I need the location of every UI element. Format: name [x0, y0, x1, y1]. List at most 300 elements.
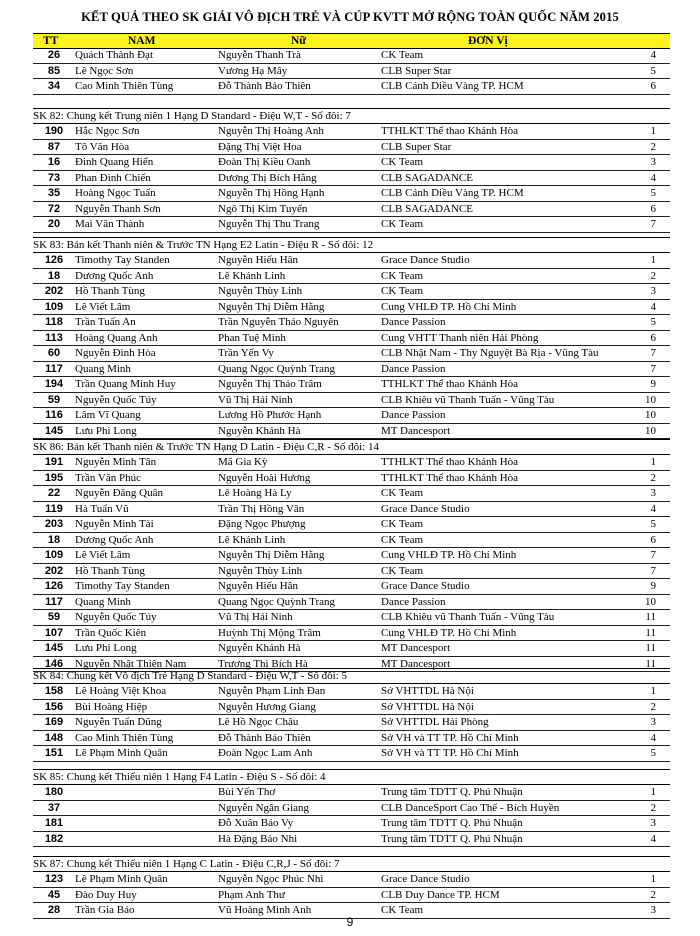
couple-number: 195 — [44, 471, 64, 484]
female-name: Nguyễn Thị Hồng Hạnh — [218, 187, 325, 199]
rank: 7 — [650, 564, 656, 577]
rank: 10 — [645, 424, 656, 437]
table-row — [33, 564, 670, 580]
club-name: Trung tâm TDTT Q. Phú Nhuận — [381, 786, 523, 798]
couple-number: 59 — [47, 611, 61, 623]
couple-number: 190 — [44, 125, 64, 137]
male-name: Đào Duy Huy — [75, 888, 137, 901]
couple-number: 16 — [47, 156, 61, 168]
male-name: Lâm Vĩ Quang — [75, 409, 141, 421]
table-row — [33, 785, 670, 801]
female-name: Nguyễn Thị Diễm Hằng — [218, 300, 325, 313]
table-row — [33, 64, 670, 80]
female-name: Bùi Yến Thơ — [218, 786, 276, 798]
results-section — [33, 439, 670, 672]
couple-number: 194 — [44, 378, 64, 390]
couple-number: 85 — [47, 64, 61, 77]
couple-number: 180 — [44, 786, 64, 798]
female-name: Huỳnh Thị Mộng Trâm — [218, 626, 321, 639]
club-name: CK Team — [381, 518, 424, 530]
female-name: Nguyễn Khánh Hà — [218, 642, 301, 654]
club-name: Sở VHTTDL Hà Nội — [381, 700, 474, 713]
couple-number: 116 — [45, 409, 63, 421]
table-row — [33, 300, 670, 316]
table-row — [33, 471, 670, 487]
table-row — [33, 517, 670, 533]
couple-number: 118 — [45, 316, 63, 328]
club-name: CLB Cánh Diều Vàng TP. HCM — [381, 187, 524, 199]
rank: 4 — [650, 300, 656, 313]
table-row — [33, 346, 670, 362]
rank: 2 — [650, 801, 656, 814]
club-name: CK Team — [381, 533, 424, 546]
couple-number: 26 — [47, 49, 61, 61]
club-name: TTHLKT Thể thao Khánh Hòa — [381, 456, 519, 468]
female-name: Vũ Thị Hải Ninh — [218, 393, 293, 406]
male-name: Trần Quang Minh Huy — [75, 378, 176, 390]
male-name: Nguyễn Tuấn Dũng — [75, 716, 162, 728]
male-name: Trần Gia Bảo — [75, 904, 135, 916]
club-name: CK Team — [381, 904, 424, 916]
couple-number: 109 — [44, 300, 64, 313]
table-row — [33, 832, 670, 848]
section-title: SK 86: Bán kết Thanh niên & Trước TN Hạng D Latin - Điệu C,R - Số đôi: 14 — [33, 439, 670, 455]
female-name: Trần Yến Vy — [218, 347, 274, 359]
table-row — [33, 533, 670, 549]
rank: 3 — [650, 716, 656, 728]
couple-number: 169 — [44, 716, 64, 728]
club-name: Grace Dance Studio — [381, 873, 470, 885]
female-name: Nguyễn Thị Thu Trang — [218, 218, 320, 230]
club-name: CLB SAGADANCE — [381, 171, 473, 184]
table-row — [33, 155, 670, 171]
couple-number: 191 — [44, 456, 64, 468]
male-name: Lê Viết Lâm — [75, 300, 131, 313]
results-section — [33, 856, 670, 919]
female-name: Nguyễn Khánh Hà — [218, 424, 301, 437]
couple-number: 202 — [44, 285, 64, 297]
table-row — [33, 486, 670, 502]
female-name: Vũ Thị Hải Ninh — [218, 611, 293, 623]
female-name: Lương Hồ Phước Hạnh — [218, 409, 322, 421]
rank: 5 — [650, 64, 656, 77]
rank: 2 — [650, 471, 656, 484]
male-name: Trần Văn Phúc — [75, 471, 142, 484]
club-name: Dance Passion — [381, 316, 446, 328]
rank: 2 — [650, 140, 656, 153]
rank: 10 — [645, 595, 656, 608]
male-name: Hà Tuấn Vũ — [75, 502, 129, 515]
page-title: KẾT QUẢ THEO SK GIẢI VÔ ĐỊCH TRẺ VÀ CÚP KVTT MỞ RỘNG TOÀN QUỐC NĂM 2015 — [81, 10, 619, 24]
results-section — [33, 668, 670, 762]
table-row — [33, 700, 670, 716]
rank: 7 — [650, 362, 656, 375]
club-name: Cung VHLĐ TP. Hồ Chí Minh — [381, 549, 517, 561]
club-name: Sở VHTTDL Hà Nội — [381, 685, 474, 697]
female-name: Vũ Hoàng Minh Anh — [218, 904, 312, 916]
rank: 1 — [650, 685, 656, 697]
male-name: Timothy Tay Standen — [75, 580, 170, 592]
table-header — [33, 33, 670, 49]
female-name: Nguyễn Thùy Linh — [218, 285, 303, 297]
table-row — [33, 217, 670, 233]
table-row — [33, 579, 670, 595]
rank: 11 — [645, 626, 656, 639]
club-name: MT Dancesport — [381, 642, 451, 654]
rank: 11 — [645, 657, 656, 670]
table-row — [33, 872, 670, 888]
club-name: CK Team — [381, 49, 424, 61]
section-title: SK 87: Chung kết Thiếu niên 1 Hạng C Latin - Điệu C,R,J - Số đôi: 7 — [33, 856, 670, 872]
female-name: Nguyễn Thị Thảo Trâm — [218, 378, 322, 390]
couple-number: 34 — [47, 80, 61, 92]
table-row — [33, 377, 670, 393]
male-name: Cao Minh Thiên Tùng — [75, 80, 174, 92]
header-nam: NAM — [128, 35, 156, 47]
female-name: Phan Tuệ Minh — [218, 331, 286, 344]
couple-number: 202 — [44, 564, 64, 577]
couple-number: 158 — [44, 685, 64, 697]
table-row — [33, 746, 670, 762]
female-name: Đoàn Thị Kiều Oanh — [218, 156, 311, 168]
table-row — [33, 801, 670, 817]
club-name: Cung VHLĐ TP. Hồ Chí Minh — [381, 300, 517, 313]
female-name: Nguyễn Ngân Giang — [218, 801, 310, 814]
female-name: Trương Thị Bích Hà — [218, 657, 308, 670]
rank: 6 — [650, 533, 656, 546]
table-row — [33, 315, 670, 331]
male-name: Nguyễn Thanh Sơn — [75, 202, 161, 215]
couple-number: 126 — [44, 580, 64, 592]
male-name: Mai Văn Thành — [75, 218, 145, 230]
club-name: CLB Khiêu vũ Thanh Tuấn - Vũng Tàu — [381, 611, 555, 623]
female-name: Quang Ngọc Quỳnh Trang — [218, 362, 336, 375]
female-name: Nguyễn Hương Giang — [218, 700, 316, 713]
male-name: Quang Minh — [75, 595, 131, 608]
rank: 1 — [650, 873, 656, 885]
results-section — [33, 237, 670, 439]
female-name: Nguyễn Thị Hoàng Anh — [218, 125, 324, 137]
female-name: Hà Đặng Bảo Nhi — [218, 832, 298, 845]
female-name: Nguyễn Hiếu Hân — [218, 580, 299, 592]
results-section — [33, 769, 670, 847]
club-name: CLB SAGADANCE — [381, 202, 473, 215]
rank: 5 — [650, 316, 656, 328]
rank: 7 — [650, 347, 656, 359]
female-name: Lê Khánh Linh — [218, 269, 286, 282]
male-name: Tô Văn Hòa — [75, 140, 130, 153]
page-number: 9 — [346, 915, 354, 929]
results-section — [33, 108, 670, 233]
table-row — [33, 393, 670, 409]
rank: 3 — [650, 156, 656, 168]
male-name: Hoàng Ngọc Tuấn — [75, 187, 156, 199]
couple-number: 151 — [44, 747, 64, 759]
couple-number: 146 — [44, 657, 64, 670]
couple-number: 60 — [47, 347, 61, 359]
table-row — [33, 684, 670, 700]
male-name: Lê Phạm Minh Quân — [75, 873, 168, 885]
rank: 6 — [650, 331, 656, 344]
male-name: Nguyễn Đăng Quân — [75, 487, 163, 499]
female-name: Nguyễn Phạm Linh Đan — [218, 685, 326, 697]
club-name: CLB Duy Dance TP. HCM — [381, 888, 500, 901]
table-row — [33, 171, 670, 187]
male-name: Quang Minh — [75, 362, 131, 375]
couple-number: 203 — [44, 518, 64, 530]
rank: 10 — [645, 409, 656, 421]
couple-number: 72 — [47, 202, 61, 215]
couple-number: 18 — [47, 533, 61, 546]
couple-number: 28 — [47, 904, 61, 916]
table-row — [33, 48, 670, 64]
rank: 5 — [650, 747, 656, 759]
female-name: Nguyễn Thị Diễm Hằng — [218, 549, 325, 561]
female-name: Trần Thị Hồng Vân — [218, 502, 305, 515]
male-name: Nguyễn Minh Tân — [75, 456, 157, 468]
male-name: Nguyễn Minh Tài — [75, 518, 154, 530]
male-name: Nguyễn Nhật Thiên Nam — [75, 657, 187, 670]
female-name: Lê Khánh Linh — [218, 533, 286, 546]
section-title: SK 84: Chung kết Vô địch Trẻ Hạng D Standard - Điệu W,T - Số đôi: 5 — [33, 668, 670, 684]
male-name: Hồ Thanh Tùng — [75, 285, 145, 297]
male-name: Trần Quốc Kiên — [75, 626, 147, 639]
rank: 1 — [650, 125, 656, 137]
rank: 1 — [650, 456, 656, 468]
couple-number: 45 — [47, 888, 61, 901]
club-name: CK Team — [381, 564, 424, 577]
female-name: Đỗ Thành Bảo Thiên — [218, 80, 311, 92]
couple-number: 35 — [47, 187, 61, 199]
male-name: Phan Đình Chiến — [75, 171, 151, 184]
rank: 6 — [650, 202, 656, 215]
couple-number: 59 — [47, 393, 61, 406]
couple-number: 145 — [44, 424, 64, 437]
rank: 2 — [650, 269, 656, 282]
female-name: Phạm Anh Thư — [218, 888, 285, 901]
rank: 1 — [650, 786, 656, 798]
rank: 4 — [650, 502, 656, 515]
rank: 5 — [650, 518, 656, 530]
couple-number: 113 — [45, 331, 63, 344]
male-name: Lưu Phi Long — [75, 424, 137, 437]
table-row — [33, 284, 670, 300]
female-name: Nguyễn Hoài Hương — [218, 471, 311, 484]
male-name: Nguyễn Đình Hòa — [75, 347, 156, 359]
rank: 4 — [650, 731, 656, 744]
male-name: Hoàng Quang Anh — [75, 331, 158, 344]
table-row — [33, 186, 670, 202]
couple-number: 181 — [44, 817, 64, 829]
female-name: Nguyễn Thanh Trà — [218, 49, 301, 61]
female-name: Đỗ Thành Bảo Thiên — [218, 731, 311, 744]
table-row — [33, 595, 670, 611]
female-name: Nguyễn Thùy Linh — [218, 564, 303, 577]
header-nu: Nữ — [291, 35, 307, 47]
club-name: MT Dancesport — [381, 424, 451, 437]
club-name: CLB Khiêu vũ Thanh Tuấn - Vũng Tàu — [381, 393, 555, 406]
club-name: TTHLKT Thể thao Khánh Hòa — [381, 471, 519, 484]
rank: 3 — [650, 817, 656, 829]
table-row — [33, 253, 670, 269]
section-title: SK 83: Bán kết Thanh niên & Trước TN Hạng E2 Latin - Điệu R - Số đôi: 12 — [33, 237, 670, 253]
table-row — [33, 424, 670, 440]
table-row — [33, 202, 670, 218]
female-name: Đặng Thị Việt Hoa — [218, 140, 302, 153]
rank: 6 — [650, 80, 656, 92]
table-row — [33, 715, 670, 731]
club-name: CK Team — [381, 285, 424, 297]
rank: 2 — [650, 888, 656, 901]
rank: 7 — [650, 218, 656, 230]
table-row — [33, 548, 670, 564]
club-name: CK Team — [381, 156, 424, 168]
club-name: CLB DanceSport Cao Thế - Bích Huyền — [381, 801, 560, 814]
table-row — [33, 888, 670, 904]
club-name: Dance Passion — [381, 362, 446, 375]
female-name: Nguyễn Hiếu Hân — [218, 254, 299, 266]
male-name: Quách Thành Đạt — [75, 49, 153, 61]
table-row — [33, 502, 670, 518]
section-title: SK 82: Chung kết Trung niên 1 Hạng D Standard - Điệu W,T - Số đôi: 7 — [33, 108, 670, 124]
club-name: Sở VH và TT TP. Hồ Chí Minh — [381, 731, 519, 744]
table-row — [33, 331, 670, 347]
rank: 11 — [645, 611, 656, 623]
rank: 7 — [650, 549, 656, 561]
club-name: Grace Dance Studio — [381, 254, 470, 266]
rank: 4 — [650, 49, 656, 61]
header-tt: TT — [43, 35, 59, 47]
male-name: Trần Tuấn An — [75, 316, 136, 328]
rank: 5 — [650, 187, 656, 199]
male-name: Nguyễn Quốc Túy — [75, 611, 157, 623]
rank: 3 — [650, 285, 656, 297]
couple-number: 123 — [44, 873, 64, 885]
section-title: SK 85: Chung kết Thiếu niên 1 Hạng F4 Latin - Điệu S - Số đôi: 4 — [33, 769, 670, 785]
female-name: Nguyễn Ngọc Phúc Nhi — [218, 873, 324, 885]
club-name: Cung VHTT Thanh niên Hải Phòng — [381, 331, 539, 344]
female-name: Trần Nguyễn Thảo Nguyên — [218, 316, 339, 328]
female-name: Lê Hồ Ngọc Châu — [218, 716, 299, 728]
male-name: Lê Ngọc Sơn — [75, 64, 134, 77]
couple-number: 37 — [47, 801, 61, 814]
couple-number: 117 — [45, 595, 63, 608]
table-row — [33, 816, 670, 832]
table-row — [33, 140, 670, 156]
rank: 2 — [650, 700, 656, 713]
male-name: Đinh Quang Hiển — [75, 156, 154, 168]
rank: 1 — [650, 254, 656, 266]
club-name: Sở VH và TT TP. Hồ Chí Minh — [381, 747, 519, 759]
club-name: CLB Super Star — [381, 140, 452, 153]
male-name: Nguyễn Quốc Túy — [75, 393, 157, 406]
male-name: Hồ Thanh Tùng — [75, 564, 145, 577]
club-name: CK Team — [381, 269, 424, 282]
header-don-vi: ĐƠN Vị — [468, 35, 508, 47]
club-name: CLB Nhật Nam - Thy Nguyệt Bà Rịa - Vũng Tàu — [381, 347, 599, 359]
rank: 9 — [650, 580, 656, 592]
results-section — [33, 48, 670, 95]
male-name: Bùi Hoàng Hiệp — [75, 700, 148, 713]
rank: 3 — [650, 487, 656, 499]
table-row — [33, 641, 670, 657]
club-name: Dance Passion — [381, 595, 446, 608]
couple-number: 18 — [47, 269, 61, 282]
table-row — [33, 79, 670, 95]
male-name: Timothy Tay Standen — [75, 254, 170, 266]
club-name: CK Team — [381, 487, 424, 499]
female-name: Đoàn Ngọc Lam Anh — [218, 747, 313, 759]
female-name: Quang Ngọc Quỳnh Trang — [218, 595, 336, 608]
club-name: Sở VHTTDL Hải Phòng — [381, 716, 489, 728]
table-row — [33, 408, 670, 424]
female-name: Mã Gia Kỳ — [218, 456, 268, 468]
couple-number: 22 — [47, 487, 61, 499]
couple-number: 87 — [47, 140, 61, 153]
female-name: Lê Hoàng Hà Ly — [218, 487, 292, 499]
club-name: Trung tâm TDTT Q. Phú Nhuận — [381, 832, 523, 845]
male-name: Lê Phạm Minh Quân — [75, 747, 168, 759]
club-name: TTHLKT Thể thao Khánh Hòa — [381, 378, 519, 390]
club-name: CK Team — [381, 218, 424, 230]
club-name: Cung VHLĐ TP. Hồ Chí Minh — [381, 626, 517, 639]
table-row — [33, 455, 670, 471]
couple-number: 148 — [44, 731, 64, 744]
male-name: Lê Viết Lâm — [75, 549, 131, 561]
couple-number: 109 — [44, 549, 64, 561]
female-name: Vương Hạ Mây — [218, 64, 288, 77]
male-name: Lê Hoàng Việt Khoa — [75, 685, 167, 697]
female-name: Dương Thị Bích Hằng — [218, 171, 317, 184]
couple-number: 119 — [45, 502, 63, 515]
couple-number: 20 — [47, 218, 61, 230]
couple-number: 156 — [44, 700, 64, 713]
female-name: Ngô Thị Kim Tuyến — [218, 202, 308, 215]
rank: 11 — [645, 642, 656, 654]
rank: 4 — [650, 171, 656, 184]
male-name: Cao Minh Thiên Tùng — [75, 731, 174, 744]
rank: 4 — [650, 832, 656, 845]
male-name: Dương Quốc Anh — [75, 533, 154, 546]
rank: 9 — [650, 378, 656, 390]
couple-number: 126 — [44, 254, 64, 266]
table-row — [33, 610, 670, 626]
club-name: Grace Dance Studio — [381, 580, 470, 592]
couple-number: 117 — [45, 362, 63, 375]
club-name: MT Dancesport — [381, 657, 451, 670]
male-name: Hắc Ngọc Sơn — [75, 125, 140, 137]
female-name: Đỗ Xuân Bảo Vy — [218, 817, 294, 829]
couple-number: 182 — [44, 832, 64, 845]
female-name: Đặng Ngọc Phượng — [218, 518, 306, 530]
couple-number: 73 — [47, 171, 61, 184]
table-row — [33, 269, 670, 285]
club-name: Grace Dance Studio — [381, 502, 470, 515]
table-row — [33, 626, 670, 642]
table-row — [33, 362, 670, 378]
club-name: CLB Cánh Diều Vàng TP. HCM — [381, 80, 524, 92]
table-row — [33, 731, 670, 747]
club-name: Dance Passion — [381, 409, 446, 421]
club-name: CLB Super Star — [381, 64, 452, 77]
rank: 3 — [650, 904, 656, 916]
table-row — [33, 124, 670, 140]
couple-number: 145 — [44, 642, 64, 654]
rank: 10 — [645, 393, 656, 406]
male-name: Lưu Phi Long — [75, 642, 137, 654]
club-name: TTHLKT Thể thao Khánh Hòa — [381, 125, 519, 137]
club-name: Trung tâm TDTT Q. Phú Nhuận — [381, 817, 523, 829]
